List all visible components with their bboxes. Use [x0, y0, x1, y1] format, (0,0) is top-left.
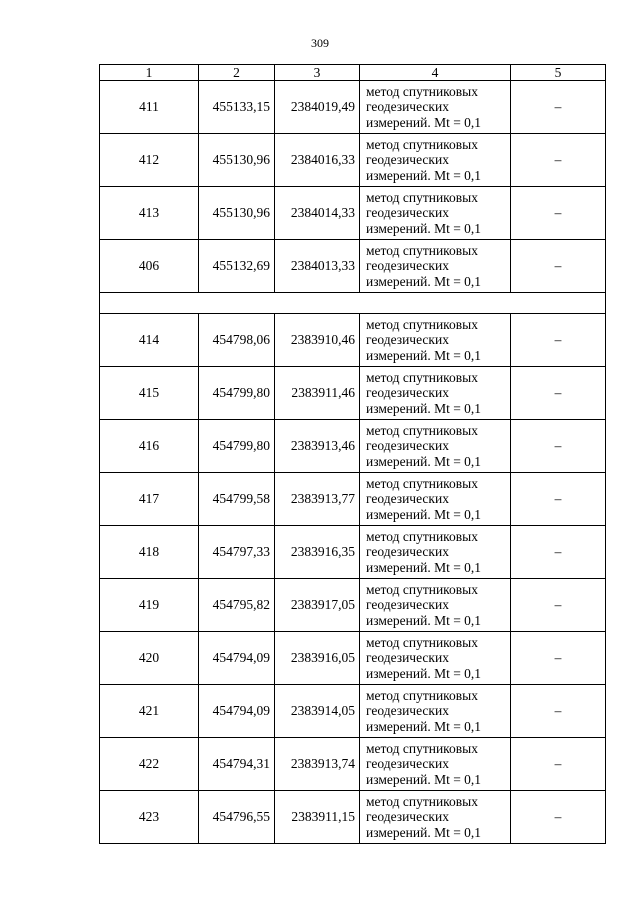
point-id-cell: 412: [100, 134, 199, 187]
method-cell: [360, 240, 511, 293]
header-col-2: 2: [199, 65, 275, 81]
method-cell: [360, 791, 511, 844]
method-line: геодезических: [366, 703, 449, 719]
point-id-cell: 415: [100, 367, 199, 420]
table-row: [100, 367, 606, 420]
note-cell: –: [511, 526, 606, 579]
method-line: геодезических: [366, 597, 449, 613]
point-id-cell: 423: [100, 791, 199, 844]
table-row: [100, 187, 606, 240]
x-coordinate-cell: 454795,82: [199, 579, 275, 632]
method-cell: [360, 632, 511, 685]
method-line: измерений. Mt = 0,1: [366, 453, 482, 469]
method-line: геодезических: [366, 258, 449, 274]
method-cell: [360, 420, 511, 473]
y-coordinate-cell: 2383911,46: [275, 367, 360, 420]
note-cell: –: [511, 632, 606, 685]
x-coordinate-cell: 455133,15: [199, 81, 275, 134]
method-line: метод спутниковых: [366, 475, 478, 491]
page-number: 309: [311, 36, 329, 50]
method-line: метод спутниковых: [366, 793, 478, 809]
x-coordinate-cell: 454794,09: [199, 632, 275, 685]
y-coordinate-cell: 2384014,33: [275, 187, 360, 240]
y-coordinate-cell: 2383914,05: [275, 685, 360, 738]
separator-row: [100, 293, 606, 314]
method-line: измерений. Mt = 0,1: [366, 612, 482, 628]
note-cell: –: [511, 579, 606, 632]
y-coordinate-cell: 2383911,15: [275, 791, 360, 844]
x-coordinate-cell: 454794,31: [199, 738, 275, 791]
method-line: метод спутниковых: [366, 422, 478, 438]
point-id-cell: 419: [100, 579, 199, 632]
method-line: метод спутниковых: [366, 740, 478, 756]
note-cell: –: [511, 791, 606, 844]
method-line: метод спутниковых: [366, 316, 478, 332]
method-cell: [360, 134, 511, 187]
method-line: измерений. Mt = 0,1: [366, 273, 482, 289]
method-line: метод спутниковых: [366, 634, 478, 650]
method-line: измерений. Mt = 0,1: [366, 771, 482, 787]
y-coordinate-cell: 2383916,05: [275, 632, 360, 685]
method-line: измерений. Mt = 0,1: [366, 718, 482, 734]
table-row: [100, 240, 606, 293]
x-coordinate-cell: 454797,33: [199, 526, 275, 579]
method-cell: [360, 187, 511, 240]
note-cell: –: [511, 240, 606, 293]
note-cell: –: [511, 367, 606, 420]
method-line: метод спутниковых: [366, 242, 478, 258]
method-cell: [360, 314, 511, 367]
method-cell: [360, 738, 511, 791]
header-col-5: 5: [511, 65, 606, 81]
table-header: [100, 65, 606, 81]
note-cell: –: [511, 187, 606, 240]
method-line: измерений. Mt = 0,1: [366, 114, 482, 130]
method-line: геодезических: [366, 385, 449, 401]
y-coordinate-cell: 2384019,49: [275, 81, 360, 134]
method-line: геодезических: [366, 650, 449, 666]
x-coordinate-cell: 454799,80: [199, 420, 275, 473]
note-cell: –: [511, 134, 606, 187]
method-line: геодезических: [366, 809, 449, 825]
table-row: [100, 81, 606, 134]
table-row: [100, 526, 606, 579]
x-coordinate-cell: 454794,09: [199, 685, 275, 738]
table-row: [100, 632, 606, 685]
method-line: метод спутниковых: [366, 189, 478, 205]
note-cell: –: [511, 685, 606, 738]
point-id-cell: 418: [100, 526, 199, 579]
method-cell: [360, 685, 511, 738]
table-row: [100, 473, 606, 526]
header-col-3: 3: [275, 65, 360, 81]
x-coordinate-cell: 454799,58: [199, 473, 275, 526]
header-col-4: 4: [360, 65, 511, 81]
point-id-cell: 413: [100, 187, 199, 240]
method-line: геодезических: [366, 205, 449, 221]
method-line: метод спутниковых: [366, 369, 478, 385]
method-line: метод спутниковых: [366, 528, 478, 544]
x-coordinate-cell: 455130,96: [199, 187, 275, 240]
table-row: [100, 420, 606, 473]
method-cell: [360, 579, 511, 632]
y-coordinate-cell: 2383917,05: [275, 579, 360, 632]
method-line: геодезических: [366, 152, 449, 168]
y-coordinate-cell: 2383913,74: [275, 738, 360, 791]
x-coordinate-cell: 455132,69: [199, 240, 275, 293]
x-coordinate-cell: 455130,96: [199, 134, 275, 187]
point-id-cell: 421: [100, 685, 199, 738]
method-line: метод спутниковых: [366, 136, 478, 152]
y-coordinate-cell: 2383910,46: [275, 314, 360, 367]
y-coordinate-cell: 2383913,46: [275, 420, 360, 473]
y-coordinate-cell: 2383916,35: [275, 526, 360, 579]
x-coordinate-cell: 454799,80: [199, 367, 275, 420]
method-cell: [360, 367, 511, 420]
point-id-cell: 411: [100, 81, 199, 134]
method-line: измерений. Mt = 0,1: [366, 347, 482, 363]
method-cell: [360, 81, 511, 134]
table-row: [100, 738, 606, 791]
method-line: геодезических: [366, 332, 449, 348]
method-line: измерений. Mt = 0,1: [366, 220, 482, 236]
table-row: [100, 134, 606, 187]
x-coordinate-cell: 454798,06: [199, 314, 275, 367]
point-id-cell: 414: [100, 314, 199, 367]
point-id-cell: 420: [100, 632, 199, 685]
table-row: [100, 791, 606, 844]
method-line: метод спутниковых: [366, 687, 478, 703]
header-row: [100, 65, 606, 81]
header-col-1: 1: [100, 65, 199, 81]
table-row: [100, 314, 606, 367]
method-line: измерений. Mt = 0,1: [366, 400, 482, 416]
method-line: измерений. Mt = 0,1: [366, 824, 482, 840]
x-coordinate-cell: 454796,55: [199, 791, 275, 844]
separator-cell: [100, 293, 606, 314]
point-id-cell: 416: [100, 420, 199, 473]
method-line: геодезических: [366, 756, 449, 772]
y-coordinate-cell: 2383913,77: [275, 473, 360, 526]
method-line: измерений. Mt = 0,1: [366, 167, 482, 183]
coordinates-table: [99, 64, 606, 844]
method-line: геодезических: [366, 438, 449, 454]
method-line: измерений. Mt = 0,1: [366, 559, 482, 575]
note-cell: –: [511, 473, 606, 526]
point-id-cell: 406: [100, 240, 199, 293]
table-row: [100, 579, 606, 632]
point-id-cell: 422: [100, 738, 199, 791]
method-line: геодезических: [366, 544, 449, 560]
method-line: метод спутниковых: [366, 581, 478, 597]
note-cell: –: [511, 420, 606, 473]
note-cell: –: [511, 314, 606, 367]
note-cell: –: [511, 81, 606, 134]
point-id-cell: 417: [100, 473, 199, 526]
y-coordinate-cell: 2384016,33: [275, 134, 360, 187]
method-line: метод спутниковых: [366, 83, 478, 99]
method-cell: [360, 473, 511, 526]
method-line: геодезических: [366, 491, 449, 507]
table-body: [100, 81, 606, 844]
method-line: геодезических: [366, 99, 449, 115]
method-line: измерений. Mt = 0,1: [366, 665, 482, 681]
y-coordinate-cell: 2384013,33: [275, 240, 360, 293]
method-line: измерений. Mt = 0,1: [366, 506, 482, 522]
table-row: [100, 685, 606, 738]
note-cell: –: [511, 738, 606, 791]
method-cell: [360, 526, 511, 579]
